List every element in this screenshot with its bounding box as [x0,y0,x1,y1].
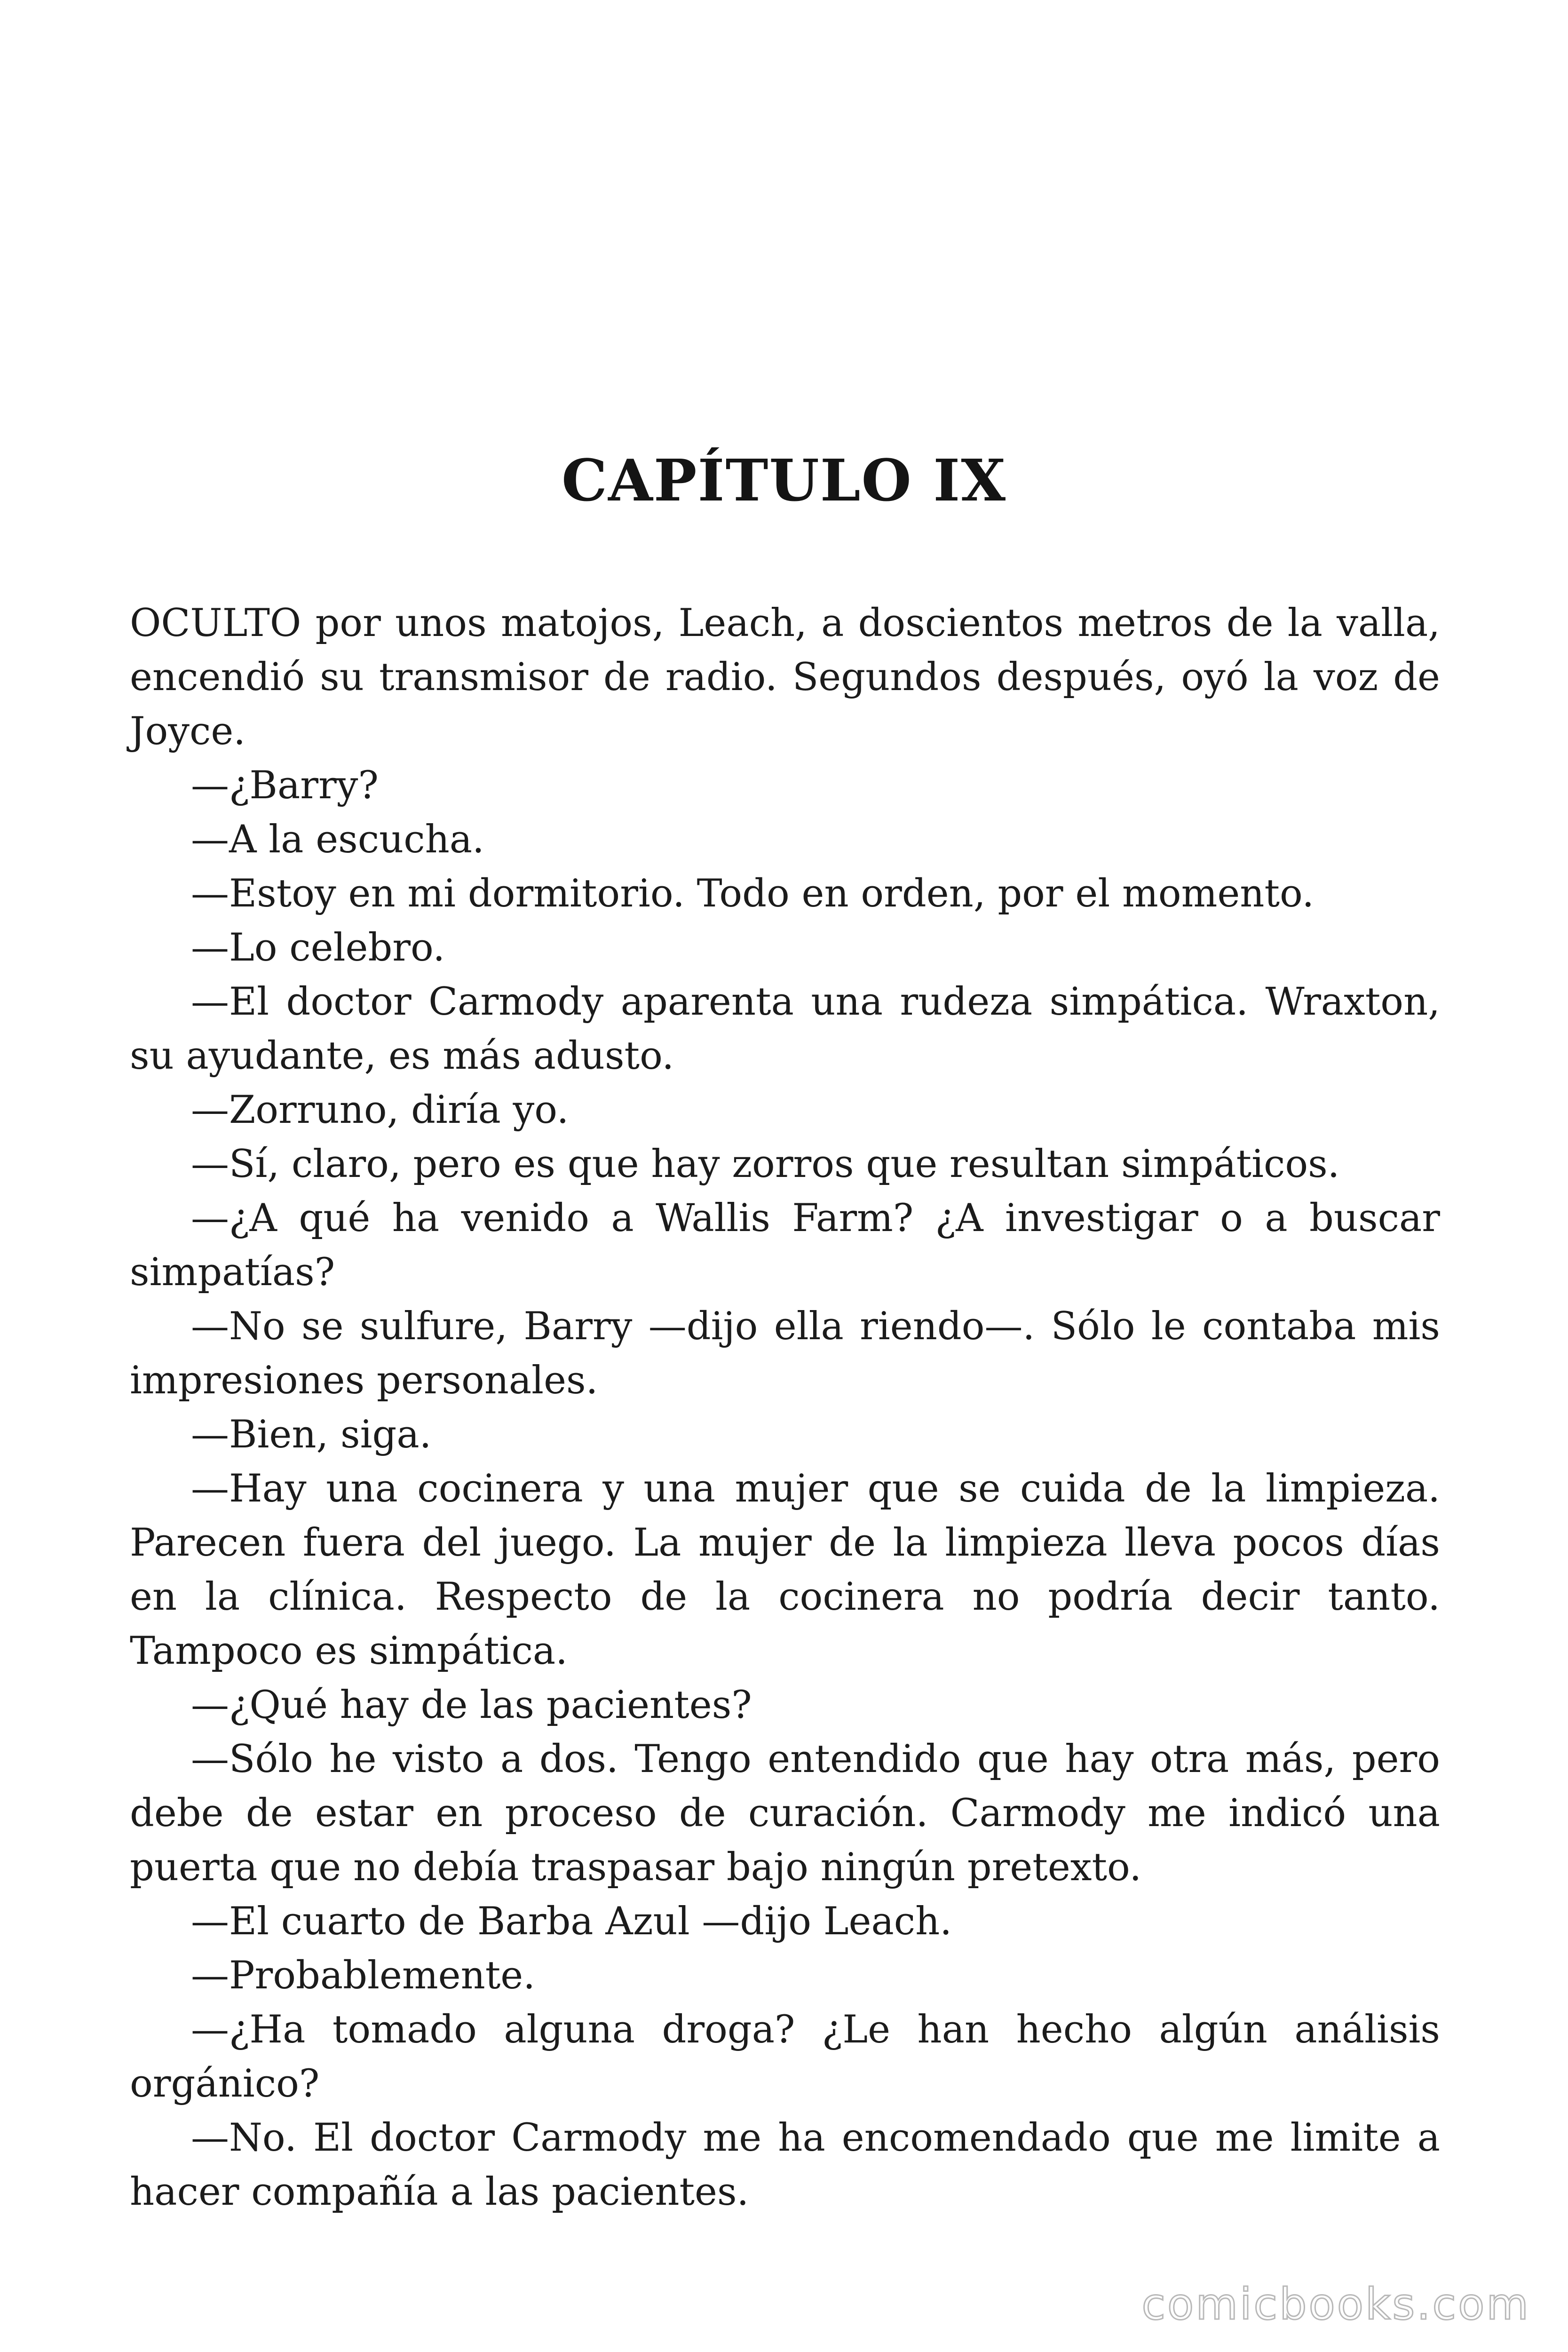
paragraph: —¿A qué ha venido a Wallis Farm? ¿A investigar o a buscar simpatías? [130,1196,1440,1295]
paragraph: —¿Ha tomado alguna droga? ¿Le han hecho algún análisis orgánico? [130,2008,1440,2106]
paragraph: —A la escucha. [191,818,484,862]
paragraph: —Estoy en mi dormitorio. Todo en orden, por el momento. [191,872,1315,916]
paragraph: —Lo celebro. [191,926,445,970]
paragraph: —¿Qué hay de las pacientes? [191,1683,752,1727]
chapter-body [130,596,1440,2219]
paragraph: —Sí, claro, pero es que hay zorros que resultan simpáticos. [191,1142,1340,1186]
watermark: comicbooks.com [1141,2279,1530,2329]
paragraph: —Probablemente. [191,1954,535,1998]
paragraph: —Bien, siga. [191,1413,432,1457]
paragraph: —Sólo he visto a dos. Tengo entendido que hay otra más, pero debe de estar en proceso de curación. Carmody me indicó una puerta que no debía traspasar bajo ningún pretexto. [130,1737,1440,1890]
paragraph: —El cuarto de Barba Azul —dijo Leach. [191,1899,952,1944]
paragraph: —No se sulfure, Barry —dijo ella riendo—. Sólo le contaba mis impresiones personales. [130,1304,1440,1403]
paragraph: —Zorruno, diría yo. [191,1088,569,1132]
paragraph: —El doctor Carmody aparenta una rudeza simpática. Wraxton, su ayudante, es más adusto. [130,980,1440,1078]
chapter-title: CAPÍTULO IX [562,446,1006,514]
paragraph: OCULTO por unos matojos, Leach, a doscientos metros de la valla, encendió su transmisor de radio. Segundos después, oyó la voz de Joyce. [130,601,1440,754]
paragraph: —¿Barry? [191,763,379,808]
paragraph: —No. El doctor Carmody me ha encomendado que me limite a hacer compañía a las pacientes. [130,2116,1440,2214]
paragraph: —Hay una cocinera y una mujer que se cuida de la limpieza. Parecen fuera del juego. La mujer de la limpieza lleva pocos días en la clínica. Respecto de la cocinera no podría decir tanto. Tampoco es simpática. [130,1467,1440,1673]
